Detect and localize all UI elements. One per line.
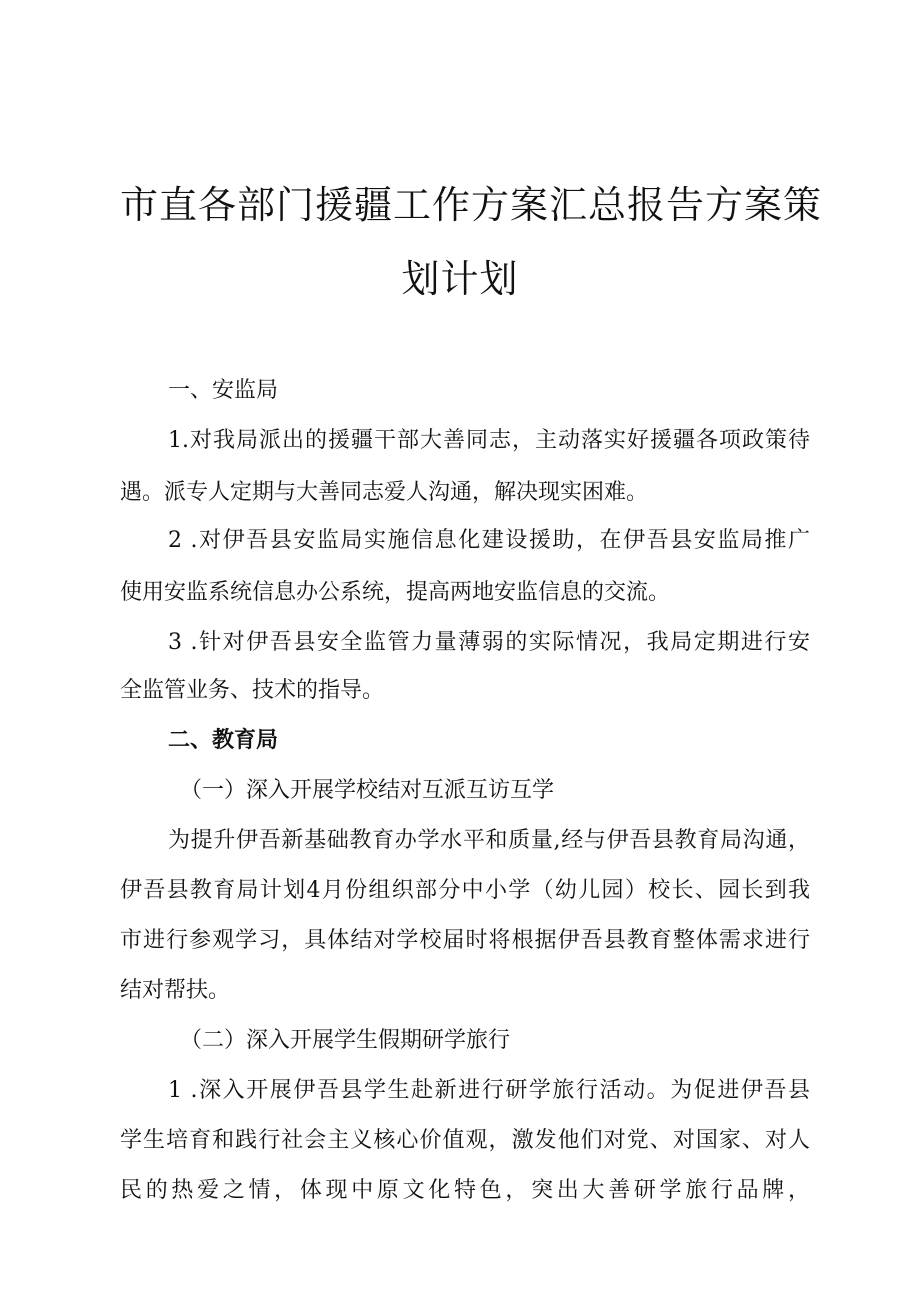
section-heading-safety-bureau: 一、安监局	[168, 378, 279, 403]
document-title-line-2: 划计划	[401, 257, 519, 301]
paragraph-line: 结对帮扶。	[120, 978, 231, 1003]
paragraph-line: 使用安监系统信息办公系统，提高两地安监信息的交流。	[120, 580, 671, 605]
paragraph-line: 为提升伊吾新基础教育办学水平和质量,经与伊吾县教育局沟通，	[168, 828, 810, 853]
paragraph-line: 2 .对伊吾县安监局实施信息化建设援助，在伊吾县安监局推广	[168, 528, 810, 553]
document-title-line-1: 市直各部门援疆工作方案汇总报告方案策	[120, 183, 823, 227]
subsection-heading: （一）深入开展学校结对互派互访互学	[180, 778, 555, 803]
paragraph-line: 学生培育和践行社会主义核心价值观，激发他们对党、对国家、对人	[120, 1128, 810, 1153]
paragraph-line: 民的热爱之情，体现中原文化特色，突出大善研学旅行品牌，	[120, 1178, 810, 1203]
paragraph-line: 全监管业务、技术的指导。	[120, 678, 385, 703]
subsection-heading: （二）深入开展学生假期研学旅行	[180, 1028, 511, 1053]
paragraph-line: 遇。派专人定期与大善同志爱人沟通，解决现实困难。	[120, 480, 649, 505]
section-heading-education-bureau: 二、教育局	[168, 728, 279, 753]
paragraph-line: 1 .深入开展伊吾县学生赴新进行研学旅行活动。为促进伊吾县	[168, 1078, 810, 1103]
paragraph-line: 1.对我局派出的援疆干部大善同志，主动落实好援疆各项政策待	[168, 428, 810, 453]
paragraph-line: 市进行参观学习，具体结对学校届时将根据伊吾县教育整体需求进行	[120, 928, 810, 953]
paragraph-line: 伊吾县教育局计划4月份组织部分中小学（幼儿园）校长、园长到我	[120, 878, 810, 903]
paragraph-line: 3 .针对伊吾县安全监管力量薄弱的实际情况，我局定期进行安	[168, 630, 810, 655]
